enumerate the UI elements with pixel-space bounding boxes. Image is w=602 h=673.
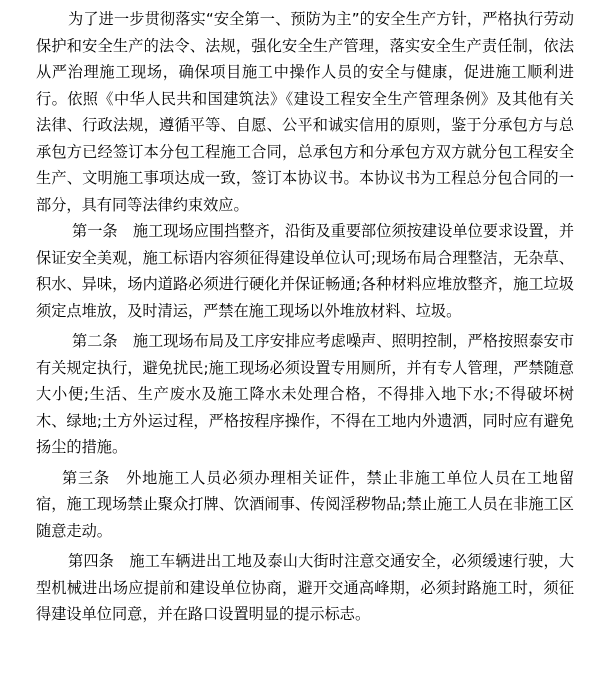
article-1-paragraph: 第一条 施工现场应围挡整齐，沿街及重要部位须按建设单位要求设置，并保证安全美观，施工标语内容须征得建设单位认可;现场布局合理整洁，无杂草、积水、异味，场内道路必须进行硬化并保证畅通;各种材料应堆放整齐，施工垃圾须定点堆放，及时清运，严禁在施工现场以外堆放材料、垃圾。 xyxy=(36,222,574,320)
article-3-paragraph: 第三条 外地施工人员必须办理相关证件，禁止非施工单位人员在工地留宿，施工现场禁止聚众打牌、饮酒闹事、传阅淫秽物品;禁止施工人员在非施工区随意走动。 xyxy=(36,468,574,540)
article-2-paragraph: 第二条 施工现场布局及工序安排应考虑噪声、照明控制，严格按照泰安市有关规定执行，避免扰民;施工现场必须设置专用厕所，并有专人管理，严禁随意大小便;生活、生产废水及施工降水未处理合格，不得排入地下水;不得破坏树木、绿地;土方外运过程，严格按程序操作，不得在工地内外遗洒，同时应有避免扬尘的措施。 xyxy=(36,332,574,456)
article-4-paragraph: 第四条 施工车辆进出工地及泰山大街时注意交通安全，必须缓速行驶，大型机械进出场应提前和建设单位协商，避开交通高峰期，必须封路施工时，须征得建设单位同意，并在路口设置明显的提示标志。 xyxy=(36,552,574,623)
intro-paragraph: 为了进一步贯彻落实“安全第一、预防为主”的安全生产方针，严格执行劳动保护和安全生产的法令、法规，强化安全生产管理，落实安全生产责任制，依法从严治理施工现场，确保项目施工中操作人员的安全与健康，促进施工顺利进行。依照《中华人民共和国建筑法》《建设工程安全生产管理条例》及其他有关法律、行政法规，遵循平等、自愿、公平和诚实信用的原则，鉴于分承包方与总承包方已经签订本分包工程施工合同，总承包方和分承包方双方就分包工程安全生产、文明施工事项达成一致，签订本协议书。本协议书为工程总分包合同的一部分，具有同等法律约束效应。 xyxy=(36,10,574,214)
